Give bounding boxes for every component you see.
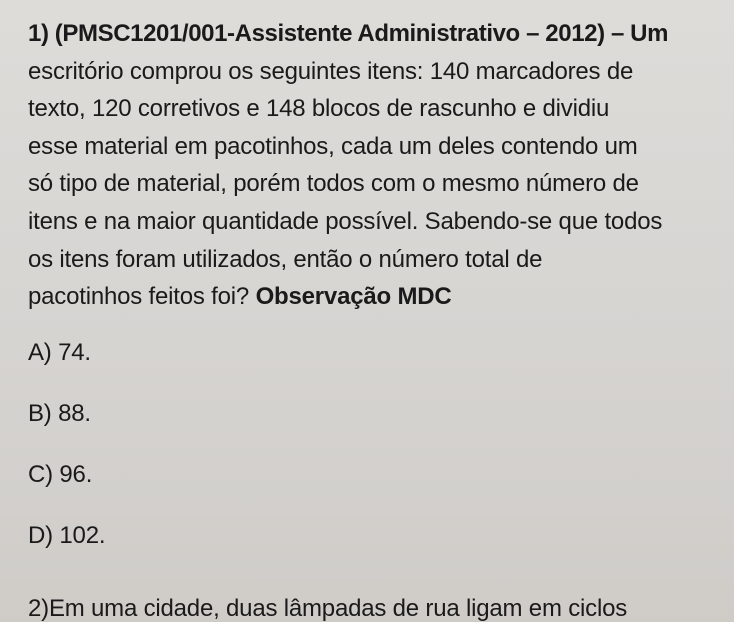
question-1-hint: Observação MDC xyxy=(255,283,452,311)
question-1 xyxy=(28,22,718,585)
question-1-prompt: pacotinhos feitos foi? xyxy=(28,283,250,311)
question-1-text-line: só tipo de material, porém todos com o mesmo número de xyxy=(28,170,639,198)
option-c: C) 96. xyxy=(28,460,93,488)
option-b: B) 88. xyxy=(28,399,91,427)
question-1-text-line: texto, 120 corretivos e 148 blocos de rascunho e dividiu xyxy=(28,95,610,123)
option-a: A) 74. xyxy=(28,338,91,366)
question-1-text-line: itens e na maior quantidade possível. Sabendo-se que todos xyxy=(28,207,663,235)
question-1-text-line: esse material em pacotinhos, cada um deles contendo um xyxy=(28,132,638,160)
question-1-last-line xyxy=(28,285,718,323)
answer-options xyxy=(28,338,718,585)
question-1-text-line: os itens foram utilizados, então o número total de xyxy=(28,245,543,273)
option-d: D) 102. xyxy=(28,521,106,549)
question-1-header: 1) (PMSC1201/001-Assistente Administrativo – 2012) – Um xyxy=(28,20,669,47)
question-2 xyxy=(28,594,718,622)
question-2-text-line: 2)Em uma cidade, duas lâmpadas de rua ligam em ciclos xyxy=(28,594,628,622)
question-1-text-line: escritório comprou os seguintes itens: 140 marcadores de xyxy=(28,57,634,85)
